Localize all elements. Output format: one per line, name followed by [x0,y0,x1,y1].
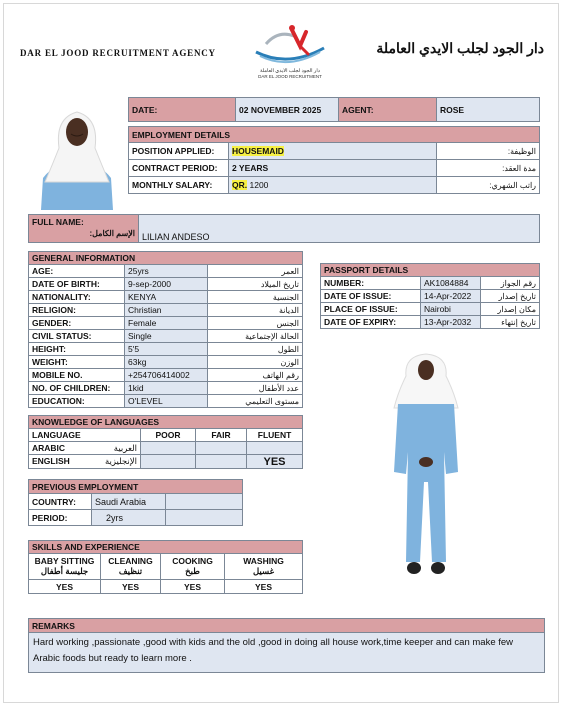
general-info-row [29,278,303,291]
logo-emblem-icon [248,22,332,66]
passport-details-title: PASSPORT DETAILS [321,264,540,277]
general-info-label-ar: الحالة الإجتماعية [208,330,303,343]
skill-label: CLEANING [108,556,153,566]
full-body-photo [384,352,468,584]
employment-details-table [128,126,540,194]
portrait-photo [33,98,121,210]
skill-header [101,554,161,580]
english-label: ENGLISH [32,456,70,466]
general-info-label: NO. OF CHILDREN: [29,382,125,395]
logo-text-en: DAR EL JOOD RECRUITMENT [258,74,322,79]
general-info-row [29,265,303,278]
arabic-label-ar: العربية [113,442,137,453]
general-info-row [29,304,303,317]
general-info-label-ar: رقم الهاتف [208,369,303,382]
passport-value: Nairobi [421,303,481,316]
arabic-level [247,442,303,455]
contract-value: 2 YEARS [229,160,437,177]
general-info-label: DATE OF BIRTH: [29,278,125,291]
position-label: POSITION APPLIED: [129,143,229,160]
english-fluent-value: YES [247,455,303,469]
general-info-label: WEIGHT: [29,356,125,369]
salary-value: 1200 [249,180,269,190]
general-info-row [29,369,303,382]
position-value: HOUSEMAID [232,146,284,156]
contract-label: CONTRACT PERIOD: [129,160,229,177]
languages-table [28,415,303,469]
general-info-value: 1kid [125,382,208,395]
general-info-label-ar: العمر [208,265,303,278]
agent-label: AGENT: [339,98,437,122]
language-col-header: LANGUAGE [29,429,141,442]
general-info-value: +254706414002 [125,369,208,382]
general-info-label-ar: تاريخ الميلاد [208,278,303,291]
skill-header [225,554,303,580]
general-info-value: Christian [125,304,208,317]
passport-label-ar: تاريخ إنتهاء [481,316,540,329]
general-info-label-ar: عدد الأطفال [208,382,303,395]
contract-label-ar: مدة العقد: [437,160,540,177]
skill-header [161,554,225,580]
skill-value: YES [161,580,225,594]
passport-value: AK1084884 [421,277,481,290]
period-value: 2yrs [92,510,166,526]
general-info-value: Single [125,330,208,343]
general-info-row [29,395,303,408]
salary-label: MONTHLY SALARY: [129,177,229,194]
skill-value: YES [29,580,101,594]
general-info-label: AGE: [29,265,125,278]
general-information-title: GENERAL INFORMATION [29,252,303,265]
poor-col-header: POOR [141,429,196,442]
agency-name-en: DAR EL JOOD RECRUITMENT AGENCY [20,48,216,58]
full-name-value: LILIAN ANDESO [139,215,540,243]
country-label: COUNTRY: [29,494,92,510]
general-info-value: 25yrs [125,265,208,278]
salary-currency: QR. [232,180,248,190]
general-info-label-ar: الديانة [208,304,303,317]
passport-details-table [320,263,540,329]
general-info-label: RELIGION: [29,304,125,317]
full-name-label: FULL NAME: [32,217,84,227]
skills-title: SKILLS AND EXPERIENCE [29,541,303,554]
passport-value: 13-Apr-2032 [421,316,481,329]
skill-value: YES [101,580,161,594]
skill-label-ar: جليسة أطفال [40,566,89,576]
passport-label-ar: تاريخ إصدار [481,290,540,303]
english-label-ar: الإنجليزية [104,456,137,466]
remarks-title: REMARKS [29,619,545,633]
general-info-label-ar: الطول [208,343,303,356]
skill-label: COOKING [172,556,213,566]
general-info-value: O'LEVEL [125,395,208,408]
passport-label: DATE OF EXPIRY: [321,316,421,329]
general-info-value: 63kg [125,356,208,369]
passport-label: NUMBER: [321,277,421,290]
remarks-text: Hard working ,passionate ,good with kids and the old ,good in doing all house work,time keeper and can make few Arabic foods but ready to learn more . [29,633,545,673]
arabic-label: ARABIC [32,442,66,453]
passport-row [321,290,540,303]
agency-logo [248,22,332,80]
general-info-row [29,382,303,395]
passport-label: DATE OF ISSUE: [321,290,421,303]
general-info-label-ar: الجنس [208,317,303,330]
salary-label-ar: راتب الشهري: [437,177,540,194]
skill-header [29,554,101,580]
passport-row [321,277,540,290]
general-information-table [28,251,303,408]
skill-value: YES [225,580,303,594]
period-label: PERIOD: [29,510,92,526]
skill-label-ar: طبخ [185,566,200,576]
skill-label: WASHING [243,556,284,566]
general-info-label: MOBILE NO. [29,369,125,382]
general-info-label-ar: الجنسية [208,291,303,304]
logo-text-ar: دار الجود لجلب الايدي العاملة [260,68,320,74]
general-info-label: NATIONALITY: [29,291,125,304]
general-info-row [29,343,303,356]
passport-label-ar: رقم الجواز [481,277,540,290]
date-label: DATE: [129,98,236,122]
general-info-row [29,291,303,304]
passport-row [321,316,540,329]
date-value: 02 NOVEMBER 2025 [236,98,339,122]
fluent-col-header: FLUENT [247,429,303,442]
general-info-label: EDUCATION: [29,395,125,408]
general-info-label: HEIGHT: [29,343,125,356]
skill-label-ar: تنظيف [118,566,143,576]
general-info-label-ar: الوزن [208,356,303,369]
general-info-row [29,356,303,369]
position-label-ar: الوظيفة: [437,143,540,160]
passport-label: PLACE OF ISSUE: [321,303,421,316]
general-info-value: Female [125,317,208,330]
country-value: Saudi Arabia [92,494,166,510]
previous-employment-title: PREVIOUS EMPLOYMENT [29,480,243,494]
employment-details-title: EMPLOYMENT DETAILS [129,127,540,143]
passport-label-ar: مكان إصدار [481,303,540,316]
previous-employment-table [28,479,243,526]
full-name-table [28,214,540,243]
languages-title: KNOWLEDGE OF LANGUAGES [29,416,303,429]
remarks-table [28,618,545,673]
general-info-row [29,317,303,330]
general-info-row [29,330,303,343]
full-name-label-ar: الإسم الكامل: [89,229,135,238]
passport-row [321,303,540,316]
general-info-value: 9-sep-2000 [125,278,208,291]
passport-value: 14-Apr-2022 [421,290,481,303]
general-info-value: KENYA [125,291,208,304]
agent-value: ROSE [437,98,540,122]
date-agent-table [128,97,540,122]
general-info-label: GENDER: [29,317,125,330]
skill-label: BABY SITTING [34,556,95,566]
fair-col-header: FAIR [196,429,247,442]
skill-label-ar: غسيل [253,566,275,576]
general-info-value: 5'5 [125,343,208,356]
general-info-label: CIVIL STATUS: [29,330,125,343]
agency-name-ar: دار الجود لجلب الايدي العاملة [376,40,544,56]
skills-table [28,540,303,594]
general-info-label-ar: مستوى التعليمي [208,395,303,408]
